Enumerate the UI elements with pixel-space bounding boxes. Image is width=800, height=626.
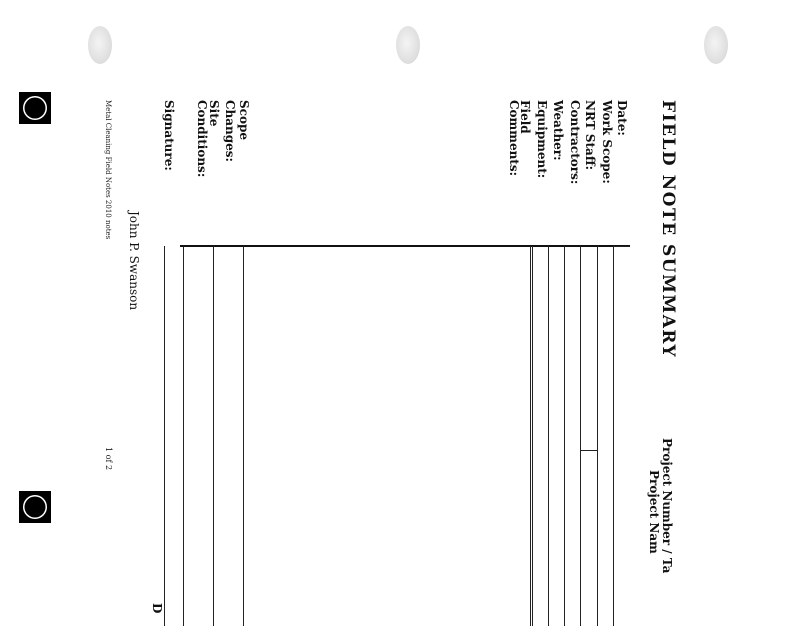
nrt-staff-label: NRT Staff: bbox=[583, 100, 597, 171]
date-label: Date: bbox=[615, 100, 629, 136]
date-line bbox=[613, 246, 614, 626]
contractors-line bbox=[564, 246, 565, 626]
work-scope-line bbox=[597, 246, 598, 626]
project-name-label: Project Nam bbox=[647, 470, 661, 554]
nrt-staff-line bbox=[580, 246, 581, 626]
comments-box-top bbox=[530, 246, 531, 626]
site-label: Site bbox=[207, 100, 221, 127]
page-number: 1 of 2 bbox=[104, 447, 113, 471]
contractors-label: Contractors: bbox=[568, 100, 582, 185]
footer-text: Metal Cleaning Field Notes 2010 notes bbox=[104, 100, 112, 240]
scope-label: Scope bbox=[237, 100, 251, 141]
form-left-border bbox=[180, 245, 630, 247]
conditions-label: Conditions: bbox=[195, 100, 209, 178]
signature-label: Signature: bbox=[162, 100, 176, 171]
punch-hole-shadow-middle bbox=[396, 26, 420, 64]
field-label: Field bbox=[518, 100, 532, 134]
project-number-label: Project Number / Ta bbox=[660, 438, 674, 574]
equipment-line bbox=[532, 246, 533, 626]
punch-hole-shadow-right bbox=[704, 26, 728, 64]
site-conditions-line bbox=[183, 246, 184, 626]
equipment-label: Equipment: bbox=[535, 100, 549, 179]
field-note-page bbox=[98, 100, 678, 620]
punch-hole-bottom bbox=[19, 491, 51, 523]
project-header bbox=[647, 438, 673, 573]
signature-name: John P. Swanson bbox=[127, 211, 141, 311]
date-cut-label: D bbox=[150, 603, 164, 614]
punch-hole-top bbox=[19, 92, 51, 124]
punch-hole-shadow-left bbox=[88, 26, 112, 64]
comments-box-bottom bbox=[243, 246, 244, 626]
scope-changes-line bbox=[213, 246, 214, 626]
comments-label: Comments: bbox=[507, 100, 521, 177]
date-short-tick bbox=[614, 246, 630, 247]
weather-line bbox=[548, 246, 549, 626]
weather-label: Weather: bbox=[551, 100, 565, 161]
work-scope-label: Work Scope: bbox=[600, 100, 614, 184]
changes-label: Changes: bbox=[223, 100, 237, 162]
signature-line bbox=[164, 246, 165, 626]
page-title: FIELD NOTE SUMMARY bbox=[658, 100, 678, 359]
staff-divider bbox=[581, 450, 597, 451]
